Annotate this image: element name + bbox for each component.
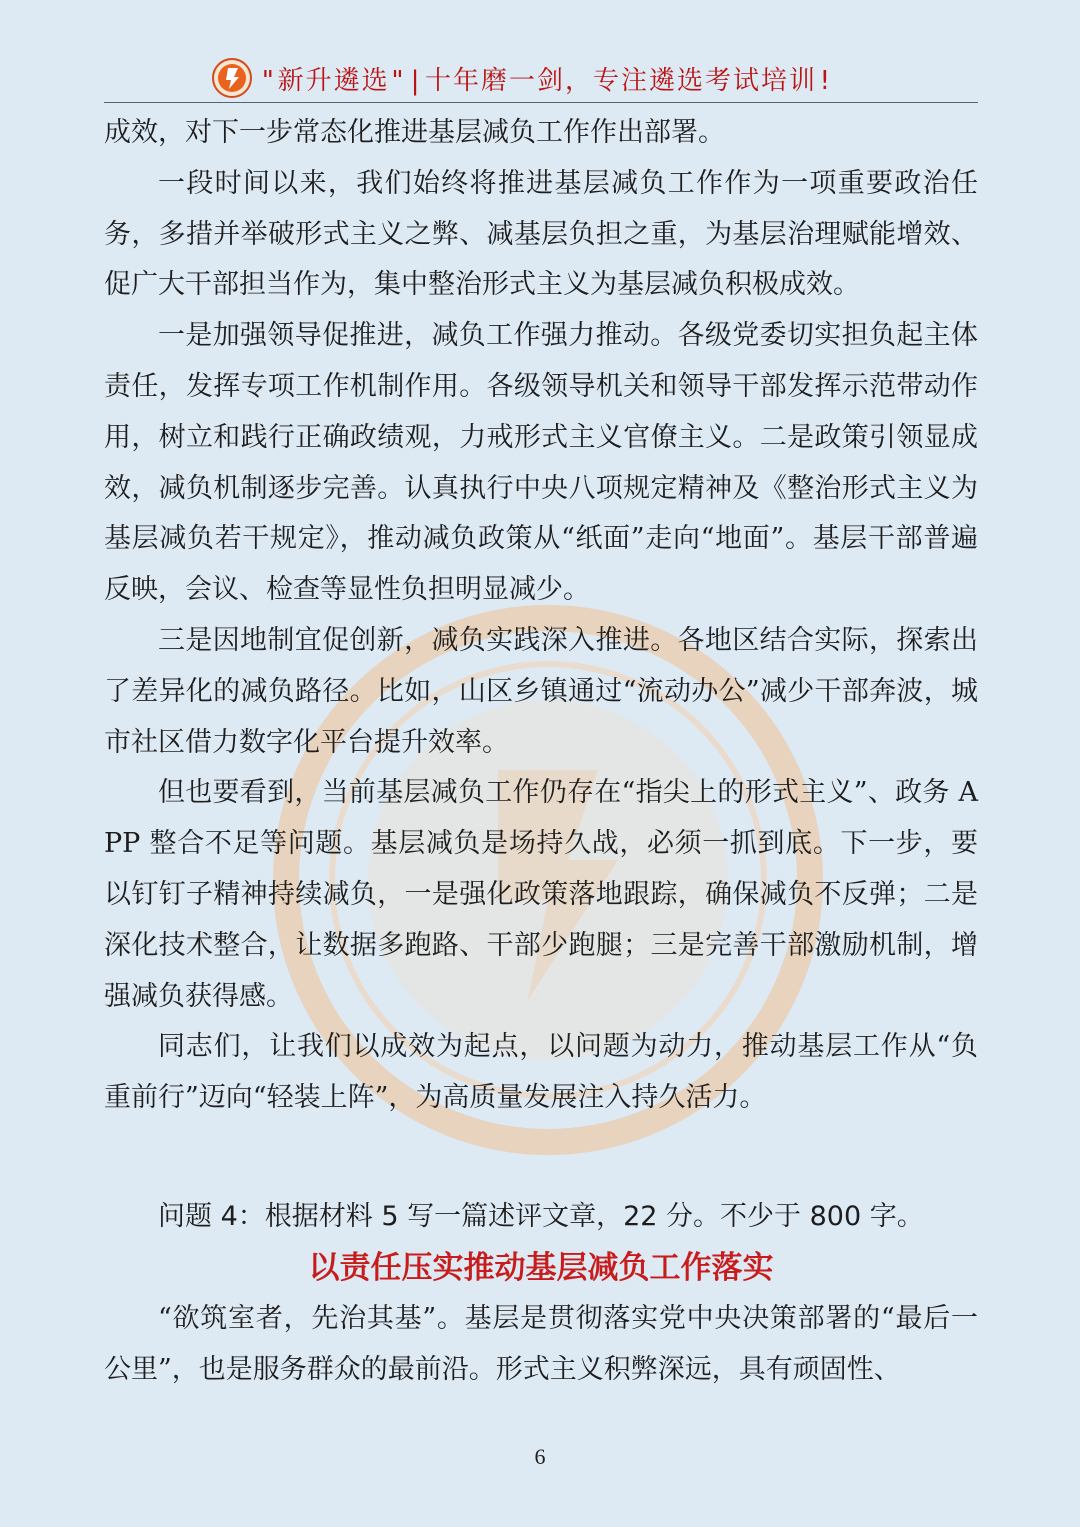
document-body (104, 108, 978, 1396)
article-opening-paragraph: “欲筑室者，先治其基”。基层是贯彻落实党中央决策部署的“最后一公里”，也是服务群众的最前沿。形式主义积弊深远，具有顽固性、 (104, 1302, 978, 1385)
page-number: 6 (534, 1444, 546, 1469)
paragraph-1: 成效，对下一步常态化推进基层减负工作作出部署。 (104, 117, 725, 148)
paragraph-3: 一是加强领导促推进，减负工作强力推动。各级党委切实担负起主体责任，发挥专项工作机制作用。各级领导机关和领导干部发挥示范带动作用，树立和践行正确政绩观，力戒形式主义官僚主义。二是政策引领显成效，减负机制逐步完善。认真执行中央八项规定精神及《整治形式主义为基层减负若干规定》，推动减负政策从“纸面”走向“地面”。基层干部普遍反映，会议、检查等显性负担明显减少。 (104, 320, 978, 606)
paragraph-2: 一段时间以来，我们始终将推进基层减负工作作为一项重要政治任务，多措并举破形式主义之弊、减基层负担之重，为基层治理赋能增效、促广大干部担当作为，集中整治形式主义为基层减负积极成效。 (104, 167, 978, 301)
paragraph-5: 但也要看到，当前基层减负工作仍存在“指尖上的形式主义”、政务 APP 整合不足等问题。基层减负是场持久战，必须一抓到底。下一步，要以钉钉子精神持续减负，一是强化政策落地跟踪，确保减负不反弹；二是深化技术整合，让数据多跑路、干部少跑腿；三是完善干部激励机制，增强减负获得感。 (104, 777, 978, 1012)
brand-logo-icon (212, 58, 252, 98)
page-header (104, 54, 978, 103)
paragraph-4: 三是因地制宜促创新，减负实践深入推进。各地区结合实际，探索出了差异化的减负路径。比如，山区乡镇通过“流动办公”减少干部奔波，城市社区借力数字化平台提升效率。 (104, 624, 978, 758)
article-title: 以责任压实推动基层减负工作落实 (308, 1249, 774, 1286)
paragraph-6: 同志们，让我们以成效为起点，以问题为动力，推动基层工作从“负重前行”迈向“轻装上阵”，为高质量发展注入持久活力。 (104, 1031, 978, 1114)
question-heading: 问题 4：根据材料 5 写一篇述评文章，22 分。不少于 800 字。 (158, 1200, 924, 1232)
header-slogan: "新升遴选"|十年磨一剑，专注遴选考试培训! (260, 66, 835, 96)
